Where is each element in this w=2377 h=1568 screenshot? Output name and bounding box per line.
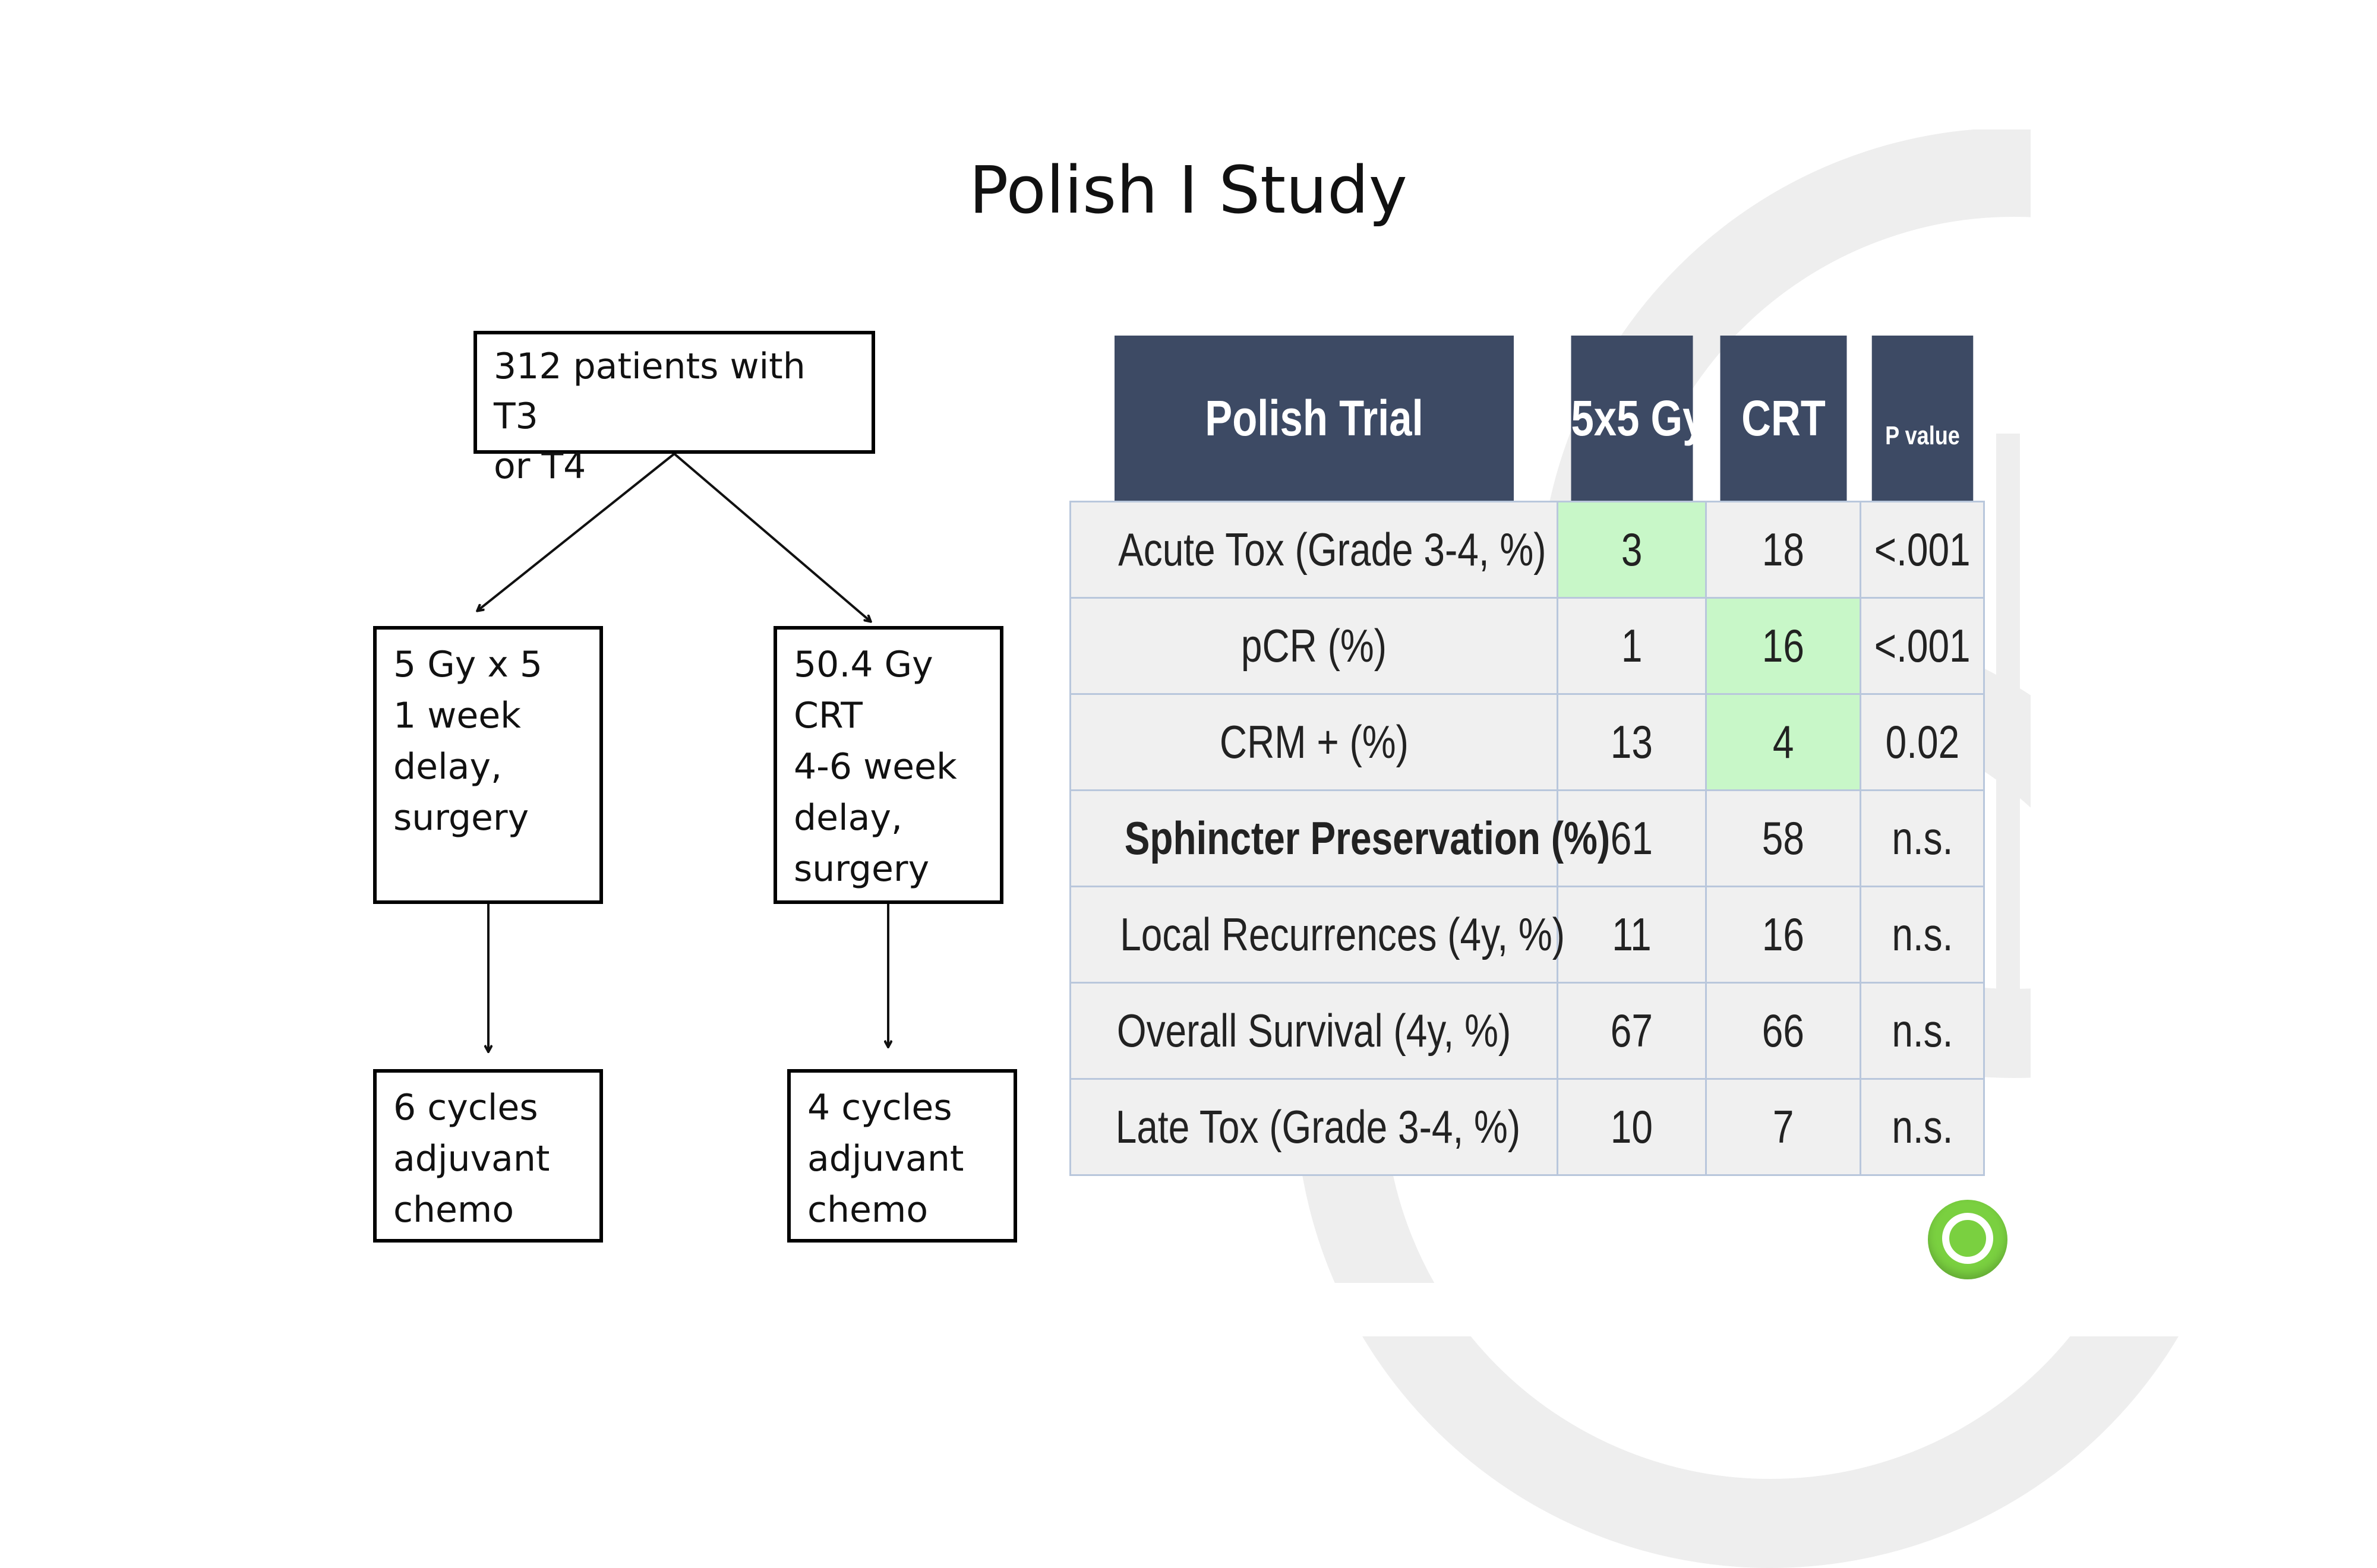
row-label: CRM + (%) [1071, 694, 1558, 791]
cell-5x5-value: 61 [1558, 791, 1706, 887]
table-row [1071, 502, 1984, 598]
header-polish-trial: Polish Trial [1114, 336, 1513, 502]
table-row [1071, 694, 1984, 791]
header-5x5-gy: 5x5 Gy [1571, 336, 1693, 502]
table-row [1071, 1079, 1984, 1175]
cell-5x5-value: 67 [1558, 983, 1706, 1079]
cell-p-value: <.001 [1861, 502, 1984, 598]
cell-5x5-value: 3 [1558, 502, 1706, 598]
row-label: Overall Survival (4y, %) [1071, 983, 1558, 1079]
green-circle-logo-icon [1928, 1200, 2007, 1279]
flowchart-box-short-course-arm: 5 Gy x 5 1 week delay, surgery [373, 626, 603, 904]
flowchart-box-chemo-right: 4 cycles adjuvant chemo [787, 1069, 1017, 1243]
table-row [1071, 791, 1984, 887]
header-p-value: P value [1871, 336, 1973, 502]
table-header-row [1071, 336, 1984, 502]
cell-5x5-value: 13 [1558, 694, 1706, 791]
header-crt: CRT [1720, 336, 1846, 502]
arrow-to-right-arm [674, 454, 870, 621]
cell-crt-value: 18 [1706, 502, 1861, 598]
cell-crt-value: 58 [1706, 791, 1861, 887]
cell-crt-value: 4 [1706, 694, 1861, 791]
cell-crt-value: 16 [1706, 598, 1861, 694]
table-row [1071, 887, 1984, 983]
cell-5x5-value: 11 [1558, 887, 1706, 983]
row-label: Sphincter Preservation (%) [1071, 791, 1558, 887]
results-table [1069, 336, 1985, 1176]
cell-p-value: <.001 [1861, 598, 1984, 694]
cell-p-value: n.s. [1861, 1079, 1984, 1175]
row-label: Acute Tox (Grade 3-4, %) [1071, 502, 1558, 598]
flowchart-box-chemo-left: 6 cycles adjuvant chemo [373, 1069, 603, 1243]
table-row [1071, 598, 1984, 694]
flowchart-box-enrollment: 312 patients with T3 or T4 [473, 331, 875, 454]
row-label: pCR (%) [1071, 598, 1558, 694]
cell-crt-value: 7 [1706, 1079, 1861, 1175]
row-label: Late Tox (Grade 3-4, %) [1071, 1079, 1558, 1175]
table-row [1071, 983, 1984, 1079]
cell-5x5-value: 10 [1558, 1079, 1706, 1175]
cell-p-value: n.s. [1861, 791, 1984, 887]
cell-crt-value: 16 [1706, 887, 1861, 983]
cell-p-value: n.s. [1861, 983, 1984, 1079]
row-label: Local Recurrences (4y, %) [1071, 887, 1558, 983]
flowchart-box-crt-arm: 50.4 Gy CRT 4-6 week delay, surgery [774, 626, 1003, 904]
cell-p-value: n.s. [1861, 887, 1984, 983]
cell-crt-value: 66 [1706, 983, 1861, 1079]
slide-title: Polish I Study [969, 152, 1407, 228]
cell-5x5-value: 1 [1558, 598, 1706, 694]
cell-p-value: 0.02 [1861, 694, 1984, 791]
